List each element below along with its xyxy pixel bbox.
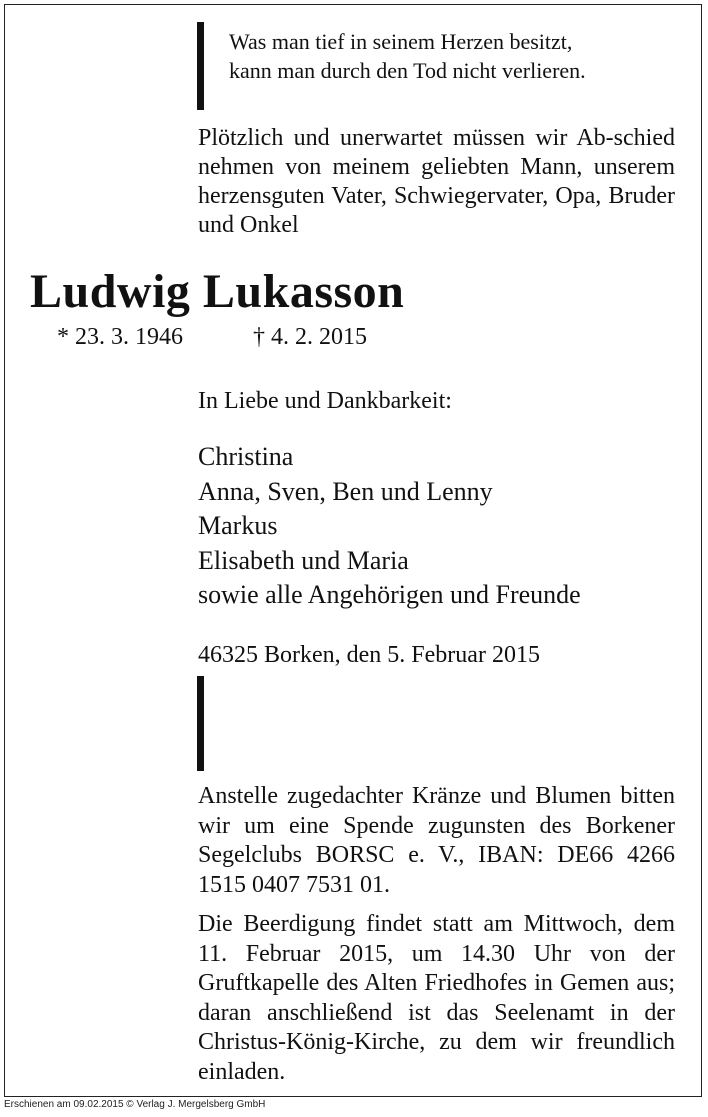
- intro-text: Plötzlich und unerwartet müssen wir Ab-schied nehmen von meinem geliebten Mann, unserem herzensguten Vater, Schwiegervater, Opa, Bruder und Onkel: [198, 125, 675, 238]
- quote-line-1: Was man tief in seinem Herzen besitzt,: [229, 29, 573, 54]
- mourner-line: Markus: [198, 511, 278, 540]
- donation-note: Anstelle zugedachter Kränze und Blumen bitten wir um eine Spende zugunsten des Borkener Segelclubs BORSC e. V., IBAN: DE66 4266 1515 0407 7531 01.: [198, 783, 675, 898]
- quote-line-2: kann man durch den Tod nicht verlieren.: [229, 58, 586, 83]
- mourners-heading: In Liebe und Dankbarkeit:: [198, 388, 452, 414]
- life-dates: [57, 324, 367, 351]
- mourners-list: [198, 440, 581, 613]
- mourner-line: Anna, Sven, Ben und Lenny: [198, 476, 493, 506]
- deceased-name: Ludwig Lukasson: [30, 265, 405, 318]
- mourner-line: Elisabeth und Maria: [198, 545, 409, 575]
- death-date: † 4. 2. 2015: [253, 324, 367, 350]
- quote-rule: [197, 22, 204, 110]
- mourner-line: Christina: [198, 442, 294, 471]
- funeral-note: Die Beerdigung findet statt am Mittwoch, dem 11. Februar 2015, um 14.30 Uhr von der Gruftkapelle des Alten Friedhofes in Gemen aus; daran anschließend ist das Seelenamt in der Christus-König-Kirche, zu dem wir freundlich einladen.: [198, 911, 675, 1085]
- place-date: 46325 Borken, den 5. Februar 2015: [198, 642, 540, 668]
- footer-credit: Erschienen am 09.02.2015 © Verlag J. Mergelsberg GmbH: [4, 1099, 266, 1110]
- birth-date: * 23. 3. 1946: [57, 324, 183, 350]
- section-rule: [197, 676, 204, 771]
- quote-block: [229, 27, 669, 85]
- mourner-line: sowie alle Angehörigen und Freunde: [198, 580, 581, 609]
